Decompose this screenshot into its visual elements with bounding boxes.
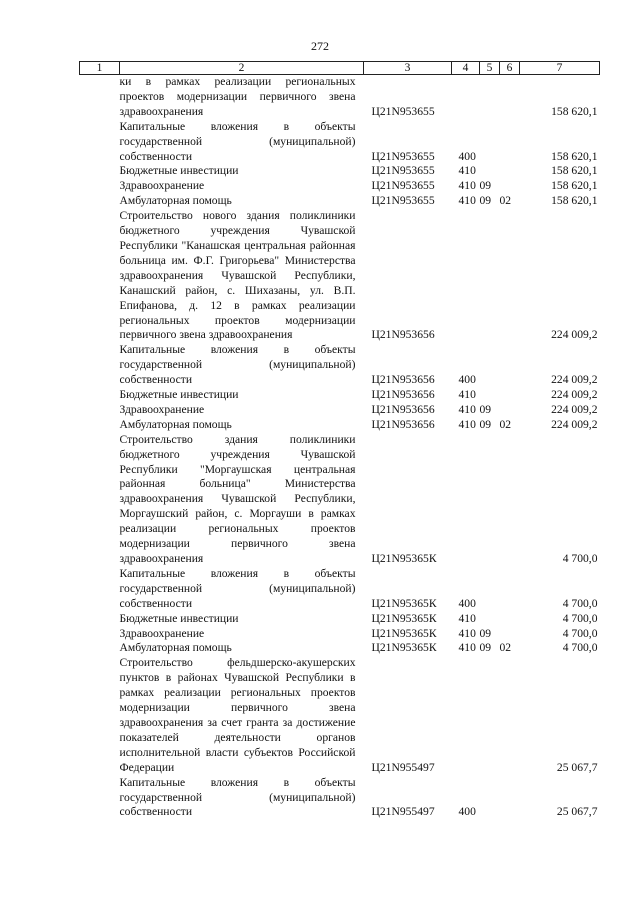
table-row [80, 612, 600, 627]
target-article-code: Ц21N953655 [371, 164, 435, 178]
table-header [80, 62, 600, 75]
section-code [480, 343, 500, 388]
target-article-code: Ц21N95365К [371, 641, 437, 655]
section-code [480, 120, 500, 165]
amount-value: 224 009,2 [551, 417, 598, 431]
header-col-1: 1 [80, 62, 120, 75]
section-code: 09 [479, 641, 492, 655]
expense-type-code [452, 656, 480, 775]
section-code [480, 656, 500, 775]
row-name: Капитальные вложения в объекты государственной (муниципальной) собственности [119, 775, 356, 819]
table-body [80, 75, 600, 821]
page-number: 272 [311, 39, 329, 53]
table-row [80, 627, 600, 642]
row-name: Бюджетные инвестиции [119, 164, 239, 178]
target-article-code: Ц21N953656 [371, 388, 435, 402]
subsection-code [500, 164, 520, 179]
expense-type-code: 410 [458, 164, 476, 178]
row-name: Строительство здания поликлиники бюджетного учреждения Чувашской Республики "Моргаушская центральная районная больница" Министерства здравоохранения Чувашской Республики, Моргаушский район, с. Моргауши в рамках реализации региональных проектов модернизации первичного звена здравоохранения [119, 432, 356, 565]
expense-type-code: 410 [458, 417, 476, 431]
table-row [80, 388, 600, 403]
target-article-code: Ц21N955497 [371, 805, 435, 819]
subsection-code [500, 656, 520, 775]
amount-value: 158 620,1 [551, 194, 598, 208]
amount-value: 224 009,2 [551, 373, 598, 387]
subsection-code [500, 75, 520, 120]
expense-type-code: 410 [458, 388, 476, 402]
expense-type-code: 410 [458, 179, 476, 193]
expense-type-code: 410 [458, 194, 476, 208]
row-name: Бюджетные инвестиции [119, 611, 239, 625]
table-row [80, 75, 600, 120]
header-col-7: 7 [520, 62, 600, 75]
subsection-code [500, 776, 520, 821]
expense-type-code: 410 [458, 641, 476, 655]
table-row [80, 403, 600, 418]
section-code [480, 612, 500, 627]
amount-value: 4 700,0 [562, 626, 598, 640]
header-col-3: 3 [364, 62, 452, 75]
expense-type-code [452, 75, 480, 120]
subsection-code [500, 120, 520, 165]
expense-type-code: 400 [458, 805, 476, 819]
expense-type-code: 400 [458, 596, 476, 610]
section-code [480, 433, 500, 567]
section-code: 09 [479, 417, 492, 431]
subsection-code [500, 627, 520, 642]
table-row [80, 343, 600, 388]
section-code: 09 [479, 179, 492, 193]
section-code: 09 [479, 194, 492, 208]
section-code [480, 388, 500, 403]
header-col-5: 5 [480, 62, 500, 75]
section-code: 09 [479, 626, 492, 640]
target-article-code: Ц21N953655 [371, 104, 435, 118]
table-row [80, 567, 600, 612]
table-row [80, 433, 600, 567]
section-code [480, 164, 500, 179]
row-name: Здравоохранение [119, 179, 205, 193]
target-article-code: Ц21N953655 [371, 194, 435, 208]
table-row [80, 120, 600, 165]
expense-type-code: 400 [458, 149, 476, 163]
target-article-code: Ц21N953656 [371, 417, 435, 431]
amount-value: 158 620,1 [551, 179, 598, 193]
header-col-4: 4 [452, 62, 480, 75]
row-name: Бюджетные инвестиции [119, 388, 239, 402]
target-article-code: Ц21N95365К [371, 552, 437, 565]
amount-value: 158 620,1 [551, 149, 598, 163]
target-article-code: Ц21N953656 [371, 328, 435, 342]
target-article-code: Ц21N953656 [371, 373, 435, 387]
header-col-2: 2 [120, 62, 364, 75]
table-row [80, 641, 600, 656]
target-article-code: Ц21N95365К [371, 596, 437, 610]
table-row [80, 209, 600, 343]
table-row [80, 418, 600, 433]
subsection-code [500, 433, 520, 567]
expense-type-code [452, 209, 480, 343]
amount-value: 25 067,7 [556, 805, 598, 819]
row-name: Здравоохранение [119, 402, 205, 416]
table-row [80, 164, 600, 179]
section-code: 09 [479, 402, 492, 416]
budget-table [79, 61, 600, 820]
section-code [480, 776, 500, 821]
amount-value: 158 620,1 [551, 164, 598, 178]
subsection-code [500, 567, 520, 612]
target-article-code: Ц21N953656 [371, 402, 435, 416]
subsection-code [500, 343, 520, 388]
subsection-code [500, 209, 520, 343]
expense-type-code [452, 433, 480, 567]
section-code [480, 567, 500, 612]
row-name: Капитальные вложения в объекты государственной (муниципальной) собственности [119, 343, 356, 387]
amount-value: 224 009,2 [551, 402, 598, 416]
subsection-code [500, 403, 520, 418]
target-article-code: Ц21N95365К [371, 611, 437, 625]
row-name: Капитальные вложения в объекты государственной (муниципальной) собственности [119, 566, 356, 610]
row-name: Амбулаторная помощь [119, 417, 232, 431]
subsection-code [500, 179, 520, 194]
amount-value: 4 700,0 [562, 641, 598, 655]
table-row [80, 194, 600, 209]
table-row [80, 656, 600, 775]
subsection-code: 02 [499, 417, 512, 431]
expense-type-code: 410 [458, 611, 476, 625]
row-name: Капитальные вложения в объекты государственной (муниципальной) собственности [119, 119, 356, 163]
amount-value: 224 009,2 [551, 328, 598, 342]
target-article-code: Ц21N953655 [371, 179, 435, 193]
subsection-code [500, 388, 520, 403]
row-name: Амбулаторная помощь [119, 194, 232, 208]
expense-type-code: 410 [458, 402, 476, 416]
expense-type-code: 400 [458, 373, 476, 387]
table-row [80, 179, 600, 194]
row-name: Амбулаторная помощь [119, 641, 232, 655]
table-row [80, 776, 600, 821]
header-col-6: 6 [500, 62, 520, 75]
subsection-code [500, 612, 520, 627]
target-article-code: Ц21N95365К [371, 626, 437, 640]
amount-value: 4 700,0 [562, 596, 598, 610]
row-name: Здравоохранение [119, 626, 205, 640]
subsection-code: 02 [499, 194, 512, 208]
subsection-code: 02 [499, 641, 512, 655]
row-name: Строительство нового здания поликлиники бюджетного учреждения Чувашской Республики "Канашская центральная районная больница им. Ф.Г. Григорьева" Министерства здравоохранения Чувашской Республики, Канашский район, с. Шихазаны, ул. В.П. Епифанова, д. 12 в рамках реализации региональных проектов модернизации первичного звена здравоохранения [119, 209, 356, 342]
target-article-code: Ц21N953655 [371, 149, 435, 163]
amount-value: 224 009,2 [551, 388, 598, 402]
section-code [480, 75, 500, 120]
amount-value: 25 067,7 [556, 760, 598, 774]
expense-type-code: 410 [458, 626, 476, 640]
section-code [480, 209, 500, 343]
amount-value: 158 620,1 [551, 104, 598, 118]
row-name: Строительство фельдшерско-акушерских пунктов в районах Чувашской Республики в рамках реализации региональных проектов модернизации первичного звена здравоохранения за счет гранта за достижение показателей деятельности органов исполнительной власти субъектов Российской Федерации [119, 656, 356, 774]
row-name: ки в рамках реализации региональных проектов модернизации первичного звена здравоохранения [119, 75, 356, 118]
amount-value: 4 700,0 [562, 552, 598, 565]
target-article-code: Ц21N955497 [371, 760, 435, 774]
amount-value: 4 700,0 [562, 611, 598, 625]
